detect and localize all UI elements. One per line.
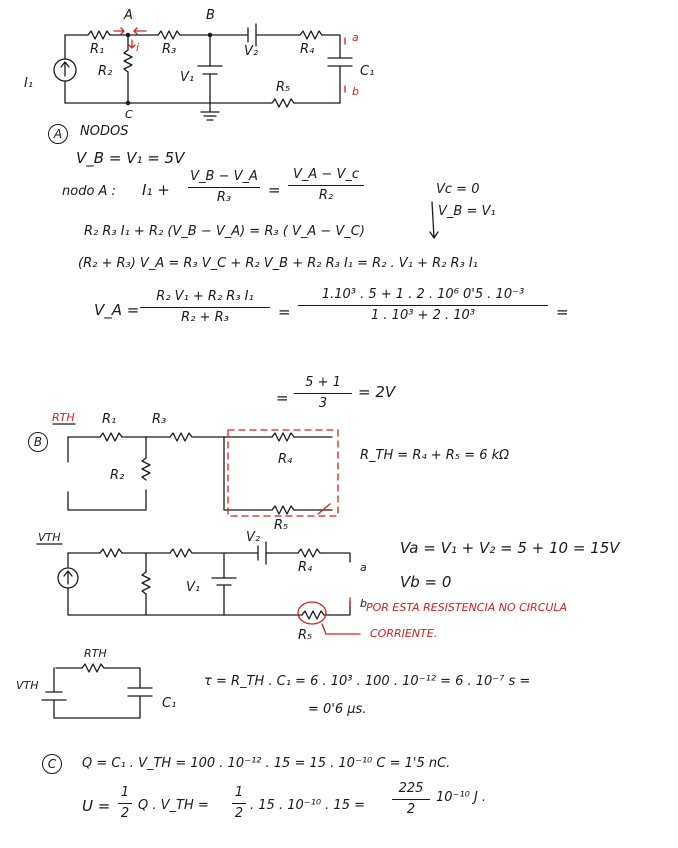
source-v1-vth (212, 578, 236, 585)
result-value: = 2V (358, 383, 396, 401)
resistor-r5 (272, 99, 294, 107)
fraction-va-numeric: 1.10³ . 5 + 1 . 2 . 10⁶ 0'5 . 10⁻³ 1 . 10³ + 2 . 10³ (298, 286, 548, 325)
r1-label: R₁ (90, 42, 105, 57)
resistor-r3 (158, 31, 180, 39)
node-c-label: C (125, 108, 133, 121)
terminal-b-label: b (352, 85, 359, 98)
tau-result: = 0'6 μs. (308, 702, 367, 717)
side-note-vb: V_B = V₁ (438, 204, 496, 219)
r4-vth-label: R₄ (298, 560, 313, 575)
r5-b-label: R₅ (274, 518, 289, 533)
equation-vb: V_B = V₁ = 5V (76, 149, 185, 167)
resistor-r2 (124, 50, 132, 72)
fraction-energy-result: 225 2 (392, 780, 430, 819)
resistor-r2-b (142, 458, 150, 480)
energy-unit: 10⁻¹⁰ J . (436, 790, 487, 805)
resistor-r1-vth (100, 549, 122, 557)
r3-b-label: R₃ (152, 412, 167, 427)
energy-mid: Q . V_TH = (138, 798, 209, 813)
c1-label: C₁ (360, 64, 375, 79)
equation-grouped: (R₂ + R₃) V_A = R₃ V_C + R₂ V_B + R₂ R₃ I₁ = R₂ . V₁ + R₂ R₃ I₁ (78, 256, 478, 271)
resistor-r4-vth (298, 549, 320, 557)
resistor-r1-b (100, 433, 122, 441)
r3-label: R₃ (162, 42, 177, 57)
rth-tau-label: RTH (84, 647, 107, 660)
capacitor-c1-tau (128, 688, 152, 696)
capacitor-c1 (328, 58, 352, 66)
current-i-label: i (136, 41, 140, 54)
resistor-r3-b (170, 433, 192, 441)
fraction-vb-va-r3: V_B − V_A R₃ (188, 168, 260, 207)
i1-label: I₁ (24, 76, 34, 91)
resistor-r4 (300, 31, 322, 39)
node-b-label: B (206, 8, 215, 23)
terminal-a-label: a (352, 31, 359, 44)
resistor-r5-b (272, 506, 294, 514)
equation-expanded: R₂ R₃ I₁ + R₂ (V_B − V_A) = R₃ ( V_A − V_C) (84, 224, 365, 239)
rth-circuit (53, 424, 338, 516)
vb-vth-equation: Vb = 0 (400, 573, 452, 591)
fraction-va-vc-r2: V_A − V_c R₂ (288, 166, 364, 205)
terminal-a-vth: a (360, 561, 367, 574)
v1-label: V₁ (180, 70, 195, 85)
red-note-line1: POR ESTA RESISTENCIA NO CIRCULA (366, 601, 568, 614)
va-lead: V_A = (94, 301, 140, 319)
r1-b-label: R₁ (102, 412, 117, 427)
fraction-one-half: 1 2 (118, 784, 132, 823)
implies-arrow (430, 202, 438, 238)
resistor-r4-b (272, 433, 294, 441)
va-equals: = (278, 303, 291, 321)
resistor-r2-vth (142, 572, 150, 594)
c1-tau-label: C₁ (162, 696, 177, 711)
r5-label: R₅ (276, 80, 291, 95)
resistor-r3-vth (170, 549, 192, 557)
tau-equation: τ = R_TH . C₁ = 6 . 10³ . 100 . 10⁻¹² = 6 . 10⁻⁷ s = (204, 674, 531, 689)
source-v1 (198, 66, 222, 74)
fraction-va-symbolic: R₂ V₁ + R₂ R₃ I₁ R₂ + R₃ (140, 288, 270, 327)
part-a-marker: A (48, 124, 68, 144)
fraction-one-half-2: 1 2 (232, 784, 246, 823)
v1-vth-label: V₁ (186, 580, 201, 595)
va-vth-equation: Va = V₁ + V₂ = 5 + 10 = 15V (400, 539, 620, 557)
tau-circuit (42, 664, 152, 718)
fraction-result: 5 + 1 3 (294, 374, 352, 413)
source-v2 (248, 24, 256, 46)
part-a-title: NODOS (80, 124, 129, 139)
node-eq-equals: = (268, 181, 281, 199)
resistor-r5-vth (302, 611, 324, 619)
resistor-r1 (88, 31, 110, 39)
v2-vth-label: V₂ (246, 530, 261, 545)
va-trailing-equals: = (556, 303, 569, 321)
resistor-rth (82, 664, 104, 672)
node-eq-current: I₁ + (142, 181, 170, 199)
part-c-marker: C (42, 754, 62, 774)
node-eq-lead: nodo A : (62, 184, 116, 199)
r4-b-label: R₄ (278, 452, 293, 467)
terminal-b-vth: b (360, 597, 367, 610)
v2-label: V₂ (244, 44, 259, 59)
rth-title: RTH (52, 411, 75, 424)
result-equals: = (276, 389, 289, 407)
ground-symbol (201, 103, 219, 120)
r5-vth-label: R₅ (298, 628, 313, 643)
vth-title: VTH (38, 531, 61, 544)
red-note-line2: CORRIENTE. (370, 627, 438, 640)
r2-b-label: R₂ (110, 468, 125, 483)
energy-lead: U = (82, 797, 111, 815)
source-vth (42, 692, 66, 700)
node-a-label: A (124, 8, 133, 23)
energy-tail: . 15 . 10⁻¹⁰ . 15 = (250, 798, 365, 813)
rth-equation: R_TH = R₄ + R₅ = 6 kΩ (360, 448, 510, 463)
vth-tau-label: VTH (16, 679, 39, 692)
charge-equation: Q = C₁ . V_TH = 100 . 10⁻¹² . 15 = 15 . 10⁻¹⁰ C = 1'5 nC. (82, 756, 451, 771)
side-note-vc: Vc = 0 (436, 182, 480, 197)
r2-label: R₂ (98, 64, 113, 79)
r4-label: R₄ (300, 42, 315, 57)
part-b-marker: B (28, 432, 48, 452)
